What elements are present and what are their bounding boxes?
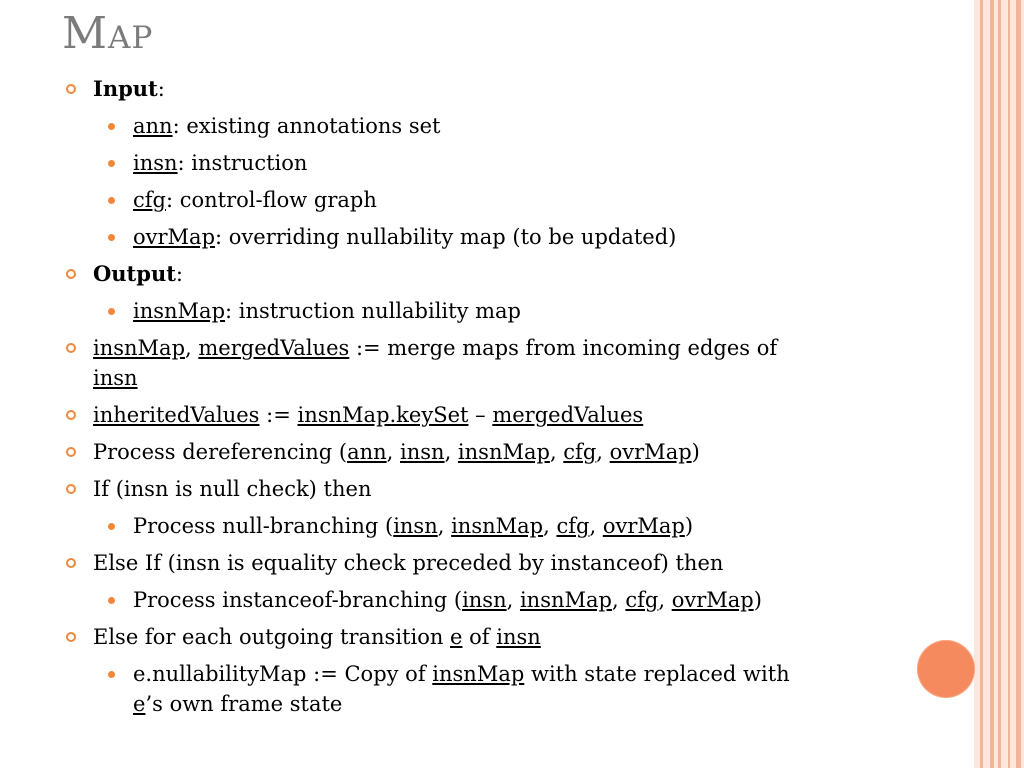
- dot-bullet-icon: [108, 308, 115, 315]
- bullet-else-if: Else If (insn is equality check preceded by instanceof) then: [62, 548, 862, 578]
- bullet-ann: ann: existing annotations set: [62, 111, 862, 141]
- dot-bullet-icon: [108, 523, 115, 530]
- circle-bullet-icon: [66, 447, 76, 457]
- circle-bullet-icon: [66, 484, 76, 494]
- bullet-if-null-check: If (insn is null check) then: [62, 474, 862, 504]
- stripe: [1008, 0, 1010, 768]
- bullet-input: Input:: [62, 74, 862, 104]
- circle-bullet-icon: [66, 84, 76, 94]
- bullet-instanceof-branching: Process instanceof-branching (insn, insnMap, cfg, ovrMap): [62, 585, 862, 615]
- stripe: [998, 0, 1001, 768]
- circle-bullet-icon: [66, 269, 76, 279]
- dot-bullet-icon: [108, 597, 115, 604]
- decorative-stripes: [974, 0, 1024, 768]
- bullet-output: Output:: [62, 259, 862, 289]
- bullet-null-branching: Process null-branching (insn, insnMap, cfg, ovrMap): [62, 511, 862, 541]
- bullet-insnmap-output: insnMap: instruction nullability map: [62, 296, 862, 326]
- bullet-inherited: inheritedValues := insnMap.keySet – mergedValues: [62, 400, 862, 430]
- bullet-process-dereferencing: Process dereferencing (ann, insn, insnMap, cfg, ovrMap): [62, 437, 862, 467]
- dot-bullet-icon: [108, 671, 115, 678]
- bullet-else-for: Else for each outgoing transition e of insn: [62, 622, 862, 652]
- circle-bullet-icon: [66, 632, 76, 642]
- slide-body: [62, 74, 862, 726]
- bullet-insn: insn: instruction: [62, 148, 862, 178]
- stripe: [1016, 0, 1021, 768]
- dot-bullet-icon: [108, 234, 115, 241]
- bullet-merge: insnMap, mergedValues := merge maps from incoming edges of insn: [62, 333, 862, 393]
- bullet-ovrmap: ovrMap: overriding nullability map (to be updated): [62, 222, 862, 252]
- slide-title: Map: [62, 8, 154, 59]
- dot-bullet-icon: [108, 160, 115, 167]
- decorative-circle: [917, 640, 975, 698]
- dot-bullet-icon: [108, 123, 115, 130]
- circle-bullet-icon: [66, 410, 76, 420]
- circle-bullet-icon: [66, 558, 76, 568]
- dot-bullet-icon: [108, 197, 115, 204]
- stripe: [990, 0, 994, 768]
- circle-bullet-icon: [66, 343, 76, 353]
- stripe: [980, 0, 983, 768]
- bullet-cfg: cfg: control-flow graph: [62, 185, 862, 215]
- bullet-copy: e.nullabilityMap := Copy of insnMap with state replaced with e’s own frame state: [62, 659, 862, 719]
